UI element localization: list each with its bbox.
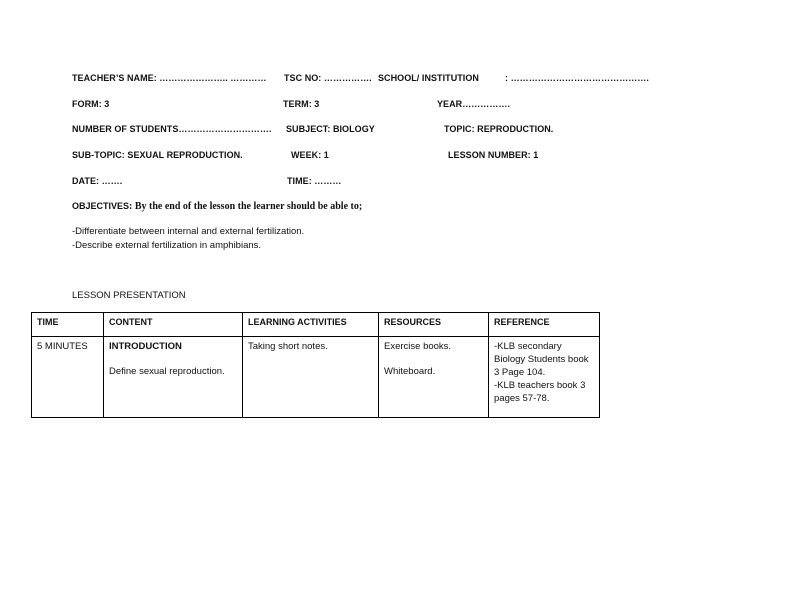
tsc-no-field: TSC NO: …………….: [284, 73, 372, 83]
school-value: : ……………………………………….: [505, 73, 649, 83]
column-header-reference: REFERENCE: [489, 313, 600, 337]
cell-reference: [489, 337, 600, 418]
resource-item: Exercise books.: [384, 341, 452, 352]
school-label: SCHOOL/ INSTITUTION: [378, 73, 479, 83]
lesson-table: [31, 312, 600, 418]
week-field: WEEK: 1: [291, 150, 329, 160]
content-heading: INTRODUCTION: [109, 341, 182, 352]
cell-content: [104, 337, 243, 418]
teacher-name-field: TEACHER’S NAME: ………………….. …………: [72, 73, 267, 83]
table-row: [32, 337, 600, 418]
date-field: DATE: …….: [72, 176, 123, 186]
column-header-content: CONTENT: [104, 313, 243, 337]
cell-resources: [379, 337, 489, 418]
subject-field: SUBJECT: BIOLOGY: [286, 124, 375, 134]
content-text: Define sexual reproduction.: [109, 366, 225, 377]
objectives-label: OBJECTIVES: [72, 201, 130, 211]
objective-item: -Differentiate between internal and external fertilization.: [72, 226, 305, 237]
lesson-presentation-title: LESSON PRESENTATION: [72, 290, 186, 301]
cell-time: 5 MINUTES: [32, 337, 104, 418]
reference-item: -KLB teachers book 3 pages 57-78.: [494, 380, 586, 404]
column-header-resources: RESOURCES: [379, 313, 489, 337]
table-header-row: [32, 313, 600, 337]
time-field: TIME: ………: [287, 176, 342, 186]
column-header-time: TIME: [32, 313, 104, 337]
form-field: FORM: 3: [72, 99, 110, 109]
objectives-heading: [72, 201, 362, 212]
students-field: NUMBER OF STUDENTS………………………….: [72, 124, 272, 134]
reference-item: -KLB secondary Biology Students book 3 Page 104.: [494, 341, 589, 378]
column-header-activities: LEARNING ACTIVITIES: [243, 313, 379, 337]
term-field: TERM: 3: [283, 99, 320, 109]
subtopic-field: SUB-TOPIC: SEXUAL REPRODUCTION.: [72, 150, 243, 160]
cell-activities: Taking short notes.: [243, 337, 379, 418]
topic-field: TOPIC: REPRODUCTION.: [444, 124, 554, 134]
objective-item: -Describe external fertilization in amphibians.: [72, 240, 262, 251]
resource-item: Whiteboard.: [384, 366, 436, 377]
objectives-intro: : By the end of the lesson the learner should be able to;: [129, 201, 363, 212]
year-field: YEAR…………….: [437, 99, 511, 109]
lesson-number-field: LESSON NUMBER: 1: [448, 150, 539, 160]
